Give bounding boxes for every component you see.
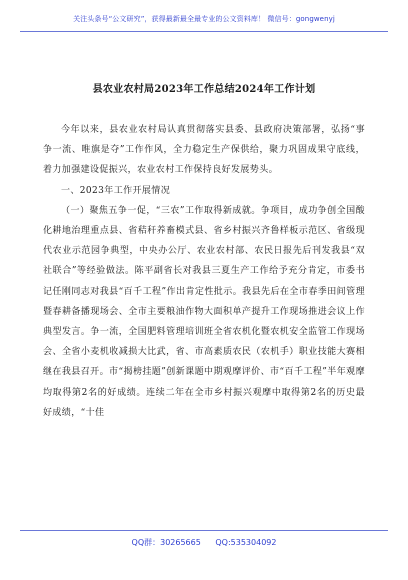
footer-contact — [0, 537, 408, 548]
document-title: 县农业农村局2023年工作总结2024年工作计划 — [92, 84, 316, 95]
section-heading: 一、2023年工作开展情况 — [61, 185, 171, 196]
header-divider — [20, 31, 388, 32]
document-body — [43, 120, 365, 423]
intro-paragraph: 今年以来，县农业农村局认真贯彻落实县委、县政府决策部署，弘扬“事争一流、唯旗是夺”工作作风，全力稳定生产保供给，聚力巩固成果守底线，着力加强建设促振兴，农业农村工作保持良好发展势头。 — [43, 125, 365, 176]
body-paragraph: （一）聚焦五争一促，“三农”工作取得新成就。争项目，成功争创全国酸化耕地治理重点县、省秸秆养畜模式县、省乡村振兴齐鲁样板示范区、省级现代农业示范园争典型，中央办公厅、农业农村部、农民日报先后刊发我县“双社联合”等经验做法。陈平副省长对我县三夏生产工作给予充分肯定，市委书记任刚同志对我县“百千工程”作出肯定性批示。我县先后在全市春季田间管理暨春耕备播现场会、全市主要粮油作物大面积单产提升工作现场推进会议上作典型发言。争一流，全国肥料管理培训班全省农机化暨农机安全监管工作现场会、全省小麦机收减损大比武，省、市高素质农民（农机手）职业技能大赛相继在我县召开。市“揭榜挂题”创新课题中期观摩评价、市“百千工程”半年观摩均取得第2名的好成绩。连续二年在全市乡村振兴观摩中取得第2名的历史最好成绩，“十佳 — [43, 205, 365, 418]
header-note: 关注头条号“公文研究”，获得最新最全最专业的公文资料库！ 微信号：gongwenyj — [73, 15, 335, 23]
footer-qq-group: QQ群：30265665 — [131, 538, 201, 547]
footer-qq: QQ:535304092 — [215, 538, 277, 547]
footer-divider — [20, 530, 388, 531]
